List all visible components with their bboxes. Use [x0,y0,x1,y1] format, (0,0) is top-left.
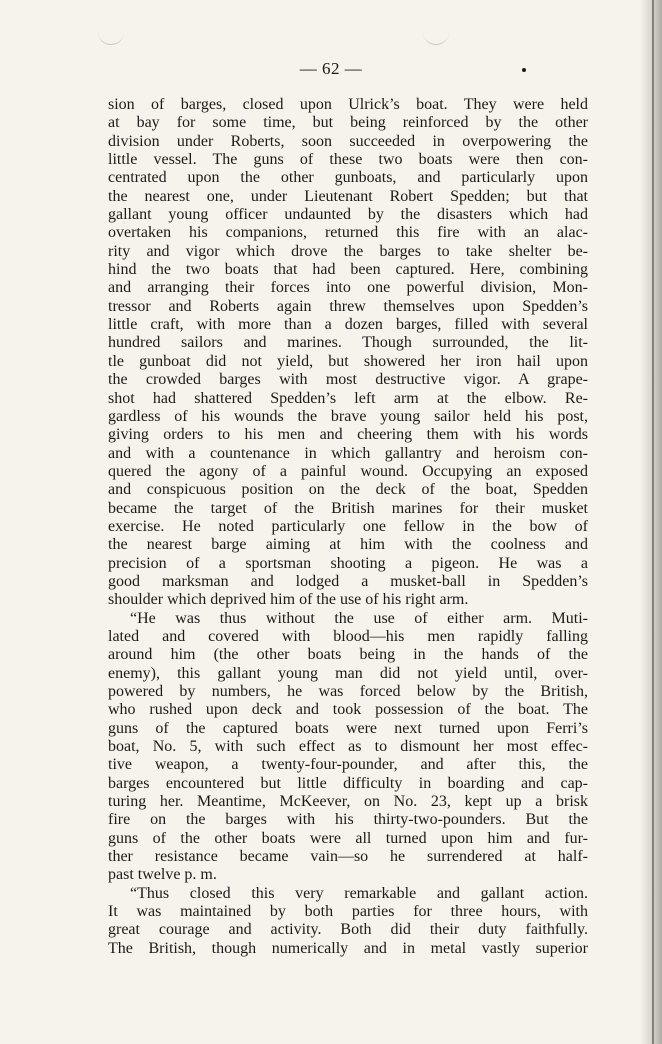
text-line: turing her. Meantime, McKeever, on No. 23, kept up a brisk [108,793,588,811]
text-line: It was maintained by both parties for three hours, with [108,903,588,921]
text-line: gallant young officer undaunted by the disasters which had [108,206,588,224]
text-line: past twelve p. m. [108,866,217,884]
text-line: little vessel. The guns of these two boats were then con- [108,151,588,169]
text-line: gardless of his wounds the brave young sailor held his post, [108,407,588,425]
text-line: exercise. He noted particularly one fellow in the bow of [108,517,588,535]
text-line: shot had shattered Spedden’s left arm at the elbow. Re- [108,389,588,407]
binding-shadow [640,0,662,1044]
text-line: and with a countenance in which gallantry and heroism con- [108,444,588,462]
text-line: quered the agony of a painful wound. Occupying an exposed [108,462,588,480]
text-line: at bay for some time, but being reinforced by the other [108,114,588,132]
text-line: the nearest one, under Lieutenant Robert Spedden; but that [108,187,588,205]
text-line: hind the two boats that had been captured. Here, combining [108,261,588,279]
text-line: hundred sailors and marines. Though surrounded, the lit- [108,334,588,352]
text-line: who rushed upon deck and took possession of the boat. The [108,701,588,719]
text-line: “Thus closed this very remarkable and gallant action. [130,884,588,902]
text-line: the nearest barge aiming at him with the coolness and [108,536,588,554]
text-line: the crowded barges with most destructive vigor. A grape- [108,371,588,389]
text-line: tive weapon, a twenty-four-pounder, and after this, the [108,756,588,774]
text-line: enemy), this gallant young man did not yield until, over- [108,664,588,682]
text-line: and conspicuous position on the deck of the boat, Spedden [108,481,588,499]
text-line: shoulder which deprived him of the use of his right arm. [108,591,469,609]
text-line: guns of the captured boats were next turned upon Ferri’s [108,719,588,737]
text-line: and arranging their forces into one powerful division, Mon- [108,279,588,297]
body-text [108,96,588,958]
text-line: division under Roberts, soon succeeded in overpowering the [108,132,588,150]
text-line: barges encountered but little difficulty in boarding and cap- [108,774,588,792]
punch-hole-mark [98,28,124,45]
text-line: guns of the other boats were all turned upon him and fur- [108,829,588,847]
text-line: sion of barges, closed upon Ulrick’s boat. They were held [108,96,588,113]
text-line: The British, though numerically and in metal vastly superior [108,939,588,957]
text-line: tressor and Roberts again threw themselves upon Spedden’s [108,297,588,315]
text-line: became the target of the British marines for their musket [108,499,588,517]
text-line: little craft, with more than a dozen barges, filled with several [108,316,588,334]
text-line: precision of a sportsman shooting a pigeon. He was a [108,554,588,572]
text-line: overtaken his companions, returned this fire with an alac- [108,224,588,242]
text-line: lated and covered with blood—his men rapidly falling [108,627,588,645]
text-line: rity and vigor which drove the barges to take shelter be- [108,242,588,260]
text-line: great courage and activity. Both did their duty faithfully. [108,921,588,939]
text-line: powered by numbers, he was forced below by the British, [108,683,588,700]
text-line: around him (the other boats being in the hands of the [108,646,588,664]
text-line: “He was thus without the use of either arm. Muti- [130,609,588,627]
text-line: fire on the barges with his thirty-two-pounders. But the [108,811,588,829]
binding-edge [652,0,654,1044]
text-line: centrated upon the other gunboats, and particularly upon [108,169,588,187]
text-line: boat, No. 5, with such effect as to dismount her most effec- [108,738,588,756]
punch-hole-mark [423,28,449,45]
text-line: ther resistance became vain—so he surrendered at half- [108,848,588,866]
text-line: giving orders to his men and cheering them with his words [108,426,588,444]
ink-speck [522,68,526,72]
page-number: — 62 — [299,59,363,78]
text-line: good marksman and lodged a musket-ball in Spedden’s [108,572,588,590]
text-line: tle gunboat did not yield, but showered her iron hail upon [108,352,588,370]
